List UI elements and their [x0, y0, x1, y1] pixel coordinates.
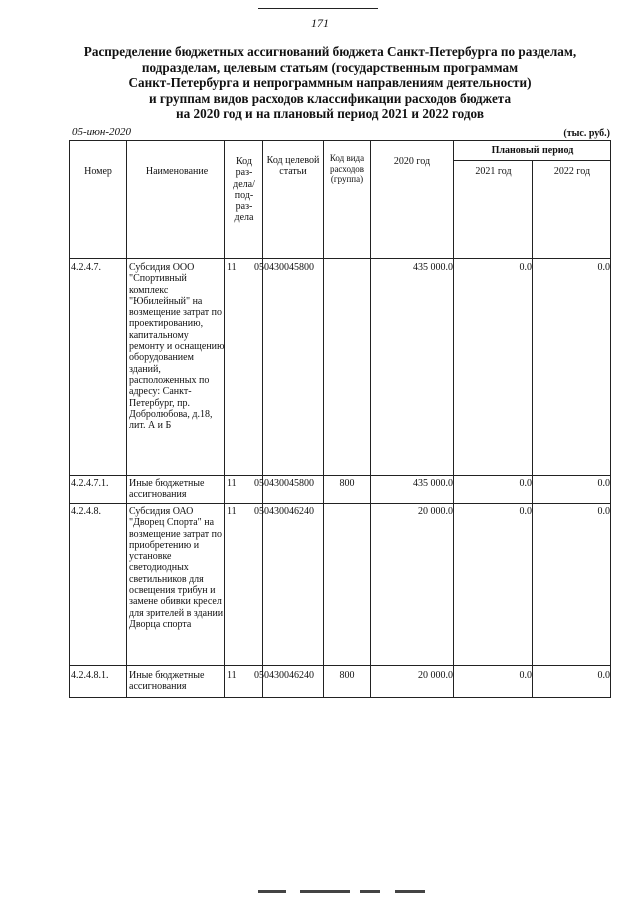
row-number: 4.2.4.8.1. — [71, 670, 109, 681]
section-code: 11 — [227, 506, 237, 517]
table-border — [323, 140, 324, 698]
header-target-code: Код целевой статьи — [266, 155, 320, 178]
row-number: 4.2.4.7. — [71, 262, 101, 273]
section-code: 11 — [227, 478, 237, 489]
section-code: 11 — [227, 262, 237, 273]
row-amount-2021: 0.0 — [519, 262, 532, 273]
row-expense-kind: 800 — [339, 478, 355, 489]
row-amount-2020: 435 000.0 — [413, 262, 453, 273]
table-border — [69, 140, 70, 698]
document-title — [60, 44, 600, 122]
title-line: Распределение бюджетных ассигнований бюджета Санкт-Петербурга по разделам, — [83, 44, 577, 59]
row-amount-2022: 0.0 — [597, 670, 610, 681]
table-border — [69, 140, 611, 141]
row-amount-2022: 0.0 — [597, 506, 610, 517]
row-name: Иные бюджетные ассигнования — [129, 478, 205, 501]
subsection-code: 05 — [254, 506, 264, 517]
unit-label: (тыс. руб.) — [563, 128, 610, 139]
row-target-code: 0430046240 — [264, 670, 314, 681]
top-rule — [258, 8, 378, 9]
row-name: Субсидия ООО "Спортивный комплекс "Юбилейный" на возмещение затрат по проектированию, капитальному ремонту и оснащению оборудованием зданий, расположенных по адресу: Санкт-Петербург, пр. Добролюбова, д.18, лит. А и Б — [129, 262, 225, 432]
subsection-code: 05 — [254, 478, 264, 489]
row-amount-2022: 0.0 — [597, 478, 610, 489]
row-section-code — [226, 670, 265, 681]
row-section-code — [226, 478, 265, 489]
row-amount-2020: 20 000.0 — [418, 506, 453, 517]
section-code: 11 — [227, 670, 237, 681]
row-name: Субсидия ОАО "Дворец Спорта" на возмещение затрат по приобретению и установке светодиодных светильников для освещения трибун и замене обивки кресел для зрителей в здании Дворца спорта — [129, 506, 224, 630]
row-amount-2020: 435 000.0 — [413, 478, 453, 489]
table-border — [69, 475, 611, 476]
title-line: на 2020 год и на плановый период 2021 и 2022 годов — [176, 106, 484, 122]
header-2022: 2022 год — [553, 166, 591, 177]
header-2020: 2020 год — [393, 156, 431, 167]
subsection-code: 05 — [254, 262, 264, 273]
row-number: 4.2.4.7.1. — [71, 478, 109, 489]
row-number: 4.2.4.8. — [71, 506, 101, 517]
table-border — [69, 258, 611, 259]
scan-mark — [360, 890, 380, 893]
row-section-code — [226, 506, 265, 517]
table-border — [610, 140, 611, 698]
table-border — [69, 503, 611, 504]
scan-mark — [300, 890, 350, 893]
header-name: Наименование — [145, 166, 209, 177]
row-amount-2022: 0.0 — [597, 262, 610, 273]
table-border — [532, 160, 533, 698]
header-expense-kind: Код вида расходов (группа) — [329, 153, 365, 184]
page-number: 171 — [311, 16, 329, 30]
title-line: Санкт-Петербурга и непрограммным направлениям деятельности) — [128, 75, 532, 91]
row-expense-kind: 800 — [339, 670, 355, 681]
row-target-code: 0430046240 — [264, 506, 314, 517]
header-planned-period: Плановый период — [491, 145, 574, 156]
row-amount-2020: 20 000.0 — [418, 670, 453, 681]
subsection-code: 05 — [254, 670, 264, 681]
table-border — [370, 140, 371, 698]
table-border — [69, 665, 611, 666]
scan-mark — [258, 890, 286, 893]
header-section-code: Код раз-дела/ под-раз-дела — [233, 156, 255, 224]
row-section-code — [226, 262, 265, 273]
table-border — [262, 140, 263, 698]
header-number: Номер — [84, 166, 112, 177]
title-line: подразделам, целевым статьям (государственным программам — [141, 59, 519, 75]
row-amount-2021: 0.0 — [519, 478, 532, 489]
table-border — [453, 140, 454, 698]
row-name: Иные бюджетные ассигнования — [129, 670, 205, 693]
row-amount-2021: 0.0 — [519, 506, 532, 517]
row-target-code: 0430045800 — [264, 478, 314, 489]
table-border — [126, 140, 127, 698]
row-amount-2021: 0.0 — [519, 670, 532, 681]
document-date: 05-июн-2020 — [72, 126, 132, 138]
title-line: и группам видов расходов классификации расходов бюджета — [148, 90, 512, 106]
scan-mark — [395, 890, 425, 893]
row-target-code: 0430045800 — [264, 262, 314, 273]
table-border — [69, 697, 611, 698]
header-2021: 2021 год — [475, 166, 512, 177]
scan-artifacts — [0, 890, 640, 896]
